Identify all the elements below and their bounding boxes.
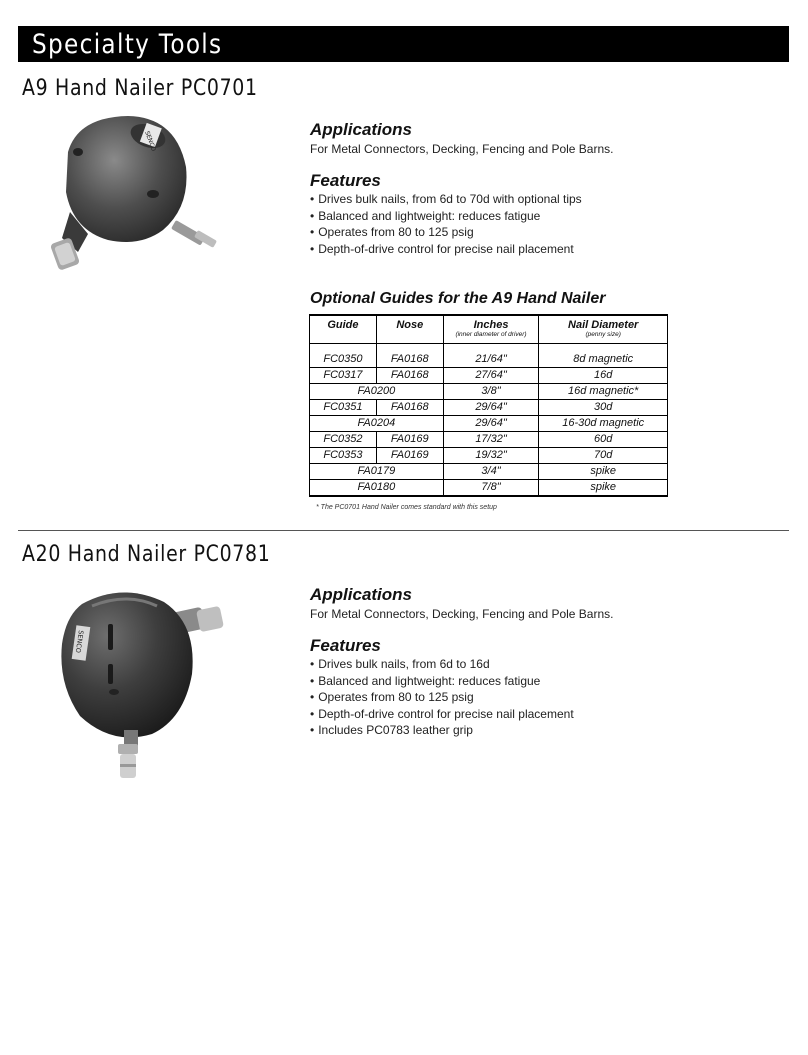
a9-features-list bbox=[310, 191, 582, 257]
a20-applications-text: For Metal Connectors, Decking, Fencing and Pole Barns. bbox=[310, 607, 614, 621]
cell-nail: 60d bbox=[539, 432, 668, 448]
guides-table-heading: Optional Guides for the A9 Hand Nailer bbox=[310, 290, 606, 307]
cell-inches: 27/64" bbox=[443, 368, 539, 384]
cell-nail: 70d bbox=[539, 448, 668, 464]
cell-inches: 3/4" bbox=[443, 464, 539, 480]
cell-inches: 21/64" bbox=[443, 344, 539, 368]
list-item: • Depth-of-drive control for precise nail placement bbox=[310, 706, 574, 723]
cell-nose: FA0168 bbox=[376, 344, 443, 368]
cell-inches: 19/32" bbox=[443, 448, 539, 464]
table-row bbox=[310, 464, 668, 480]
guides-table bbox=[309, 314, 668, 497]
cell-inches: 7/8" bbox=[443, 480, 539, 497]
a9-hand-nailer-image bbox=[48, 112, 228, 282]
cell-nail: 30d bbox=[539, 400, 668, 416]
cell-nail: 16d magnetic* bbox=[539, 384, 668, 400]
col-header-inches: Inches (inner diameter of driver) bbox=[443, 315, 539, 344]
a20-features-heading: Features bbox=[310, 636, 381, 655]
cell-guide: FC0350 bbox=[310, 344, 377, 368]
cell-guide: FC0352 bbox=[310, 432, 377, 448]
cell-guide: FC0351 bbox=[310, 400, 377, 416]
cell-nail: spike bbox=[539, 464, 668, 480]
cell-inches: 29/64" bbox=[443, 416, 539, 432]
a20-applications-heading: Applications bbox=[310, 585, 413, 604]
section-divider bbox=[18, 530, 789, 531]
col-header-guide: Guide bbox=[310, 315, 377, 344]
table-row bbox=[310, 368, 668, 384]
table-footnote: * The PC0701 Hand Nailer comes standard with this setup bbox=[316, 504, 497, 511]
table-row bbox=[310, 432, 668, 448]
list-item: • Depth-of-drive control for precise nail placement bbox=[310, 241, 582, 258]
a9-applications-text: For Metal Connectors, Decking, Fencing and Pole Barns. bbox=[310, 142, 614, 156]
list-item: • Drives bulk nails, from 6d to 16d bbox=[310, 656, 574, 673]
list-item: • Balanced and lightweight: reduces fatigue bbox=[310, 673, 574, 690]
cell-inches: 3/8" bbox=[443, 384, 539, 400]
a20-product-title: A20 Hand Nailer PC0781 bbox=[22, 542, 271, 567]
a20-hand-nailer-image bbox=[52, 584, 232, 784]
cell-nose: FA0169 bbox=[376, 432, 443, 448]
table-row bbox=[310, 480, 668, 497]
cell-nail: spike bbox=[539, 480, 668, 497]
a20-features-list bbox=[310, 656, 574, 739]
cell-nail: 16d bbox=[539, 368, 668, 384]
list-item: • Includes PC0783 leather grip bbox=[310, 722, 574, 739]
cell-nail: 8d magnetic bbox=[539, 344, 668, 368]
a9-applications-heading: Applications bbox=[310, 120, 413, 139]
cell-inches: 17/32" bbox=[443, 432, 539, 448]
section-title-bar bbox=[18, 26, 789, 62]
cell-guide: FC0353 bbox=[310, 448, 377, 464]
section-title: Specialty Tools bbox=[32, 29, 223, 60]
cell-inches: 29/64" bbox=[443, 400, 539, 416]
col-header-nail-diameter: Nail Diameter (penny size) bbox=[539, 315, 668, 344]
cell-nail: 16-30d magnetic bbox=[539, 416, 668, 432]
table-row bbox=[310, 448, 668, 464]
cell-nose: FA0168 bbox=[376, 400, 443, 416]
table-row bbox=[310, 384, 668, 400]
cell-nose: FA0169 bbox=[376, 448, 443, 464]
table-row bbox=[310, 416, 668, 432]
cell-nose: FA0168 bbox=[376, 368, 443, 384]
cell-guide-nose: FA0200 bbox=[310, 384, 444, 400]
a9-product-title: A9 Hand Nailer PC0701 bbox=[22, 76, 258, 101]
table-row bbox=[310, 344, 668, 368]
svg-text:SENCO: SENCO bbox=[143, 130, 157, 153]
cell-guide-nose: FA0180 bbox=[310, 480, 444, 497]
list-item: • Operates from 80 to 125 psig bbox=[310, 224, 582, 241]
list-item: • Operates from 80 to 125 psig bbox=[310, 689, 574, 706]
list-item: • Balanced and lightweight: reduces fatigue bbox=[310, 208, 582, 225]
list-item: • Drives bulk nails, from 6d to 70d with optional tips bbox=[310, 191, 582, 208]
cell-guide-nose: FA0179 bbox=[310, 464, 444, 480]
table-row bbox=[310, 400, 668, 416]
col-header-nose: Nose bbox=[376, 315, 443, 344]
cell-guide-nose: FA0204 bbox=[310, 416, 444, 432]
table-header-row bbox=[310, 315, 668, 344]
svg-text:SENCO: SENCO bbox=[73, 629, 85, 654]
cell-guide: FC0317 bbox=[310, 368, 377, 384]
a9-features-heading: Features bbox=[310, 171, 381, 190]
